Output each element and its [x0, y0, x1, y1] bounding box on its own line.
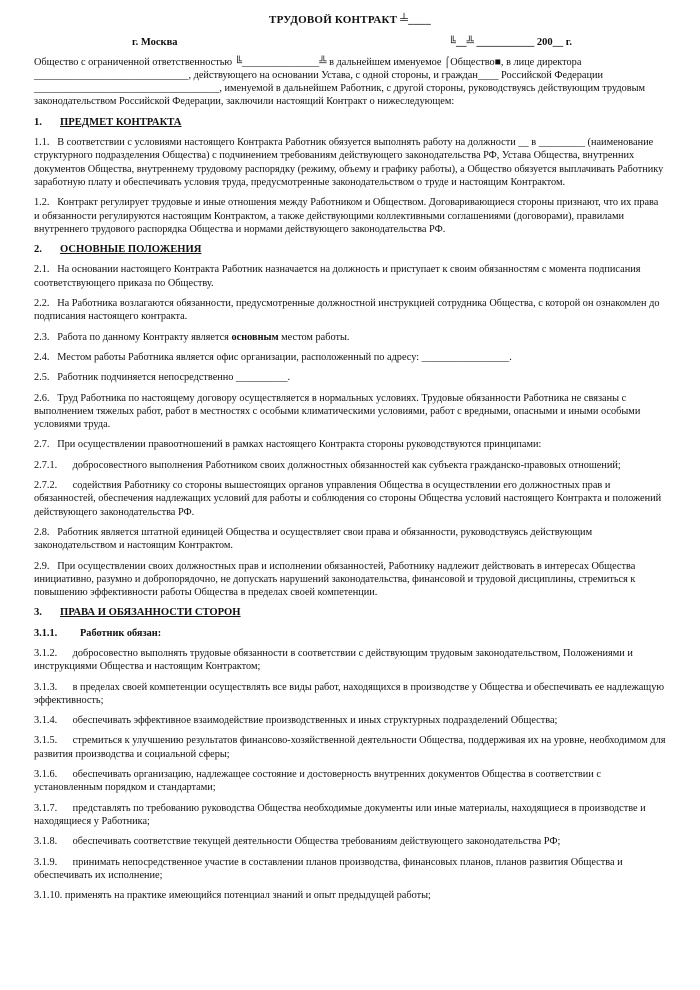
clause-text: содействия Работнику со стороны вышестоящих органов управления Общества в осуществлении его должностных прав и обязанностей, обеспечения надлежащих условий для работы и соблюдения со стороны Общества условий настоящего Контракта и положений действующего законодательства РФ.: [34, 480, 662, 518]
clause-number: 3.1.9.: [34, 856, 58, 868]
section-heading: [34, 243, 666, 256]
clause: [34, 856, 666, 883]
section-title: ПРЕДМЕТ КОНТРАКТА: [60, 116, 182, 128]
clause-text: На основании настоящего Контракта Работник назначается на должность и приступает к своим обязанностям с момента подписания соответствующего приказа по Обществу.: [34, 264, 641, 289]
clause-text: Контракт регулирует трудовые и иные отношения между Работником и Обществом. Договаривающиеся стороны признают, что их права и обязанности регулируются настоящим Контрактом, а также действующими коллективными соглашениями (договорами), правилами внутреннего трудового распорядка Общества и нормами действующего законодательства РФ.: [34, 197, 659, 235]
clause-gap: [57, 769, 72, 780]
clause-number: 2.6.: [34, 392, 50, 404]
clause-number: 2.9.: [34, 560, 50, 572]
clause-number: 3.1.3.: [34, 681, 58, 693]
section-heading: [34, 116, 666, 129]
clause-gap: [57, 682, 72, 693]
clause: [34, 459, 666, 472]
clause: [34, 681, 666, 708]
clause-number: 3.1.1.: [34, 627, 58, 639]
clause-gap: [57, 648, 72, 659]
clause-number: 3.1.6.: [34, 769, 58, 781]
clause-number: 3.1.8.: [34, 836, 58, 848]
clause: [34, 331, 666, 344]
clause: [34, 263, 666, 290]
clause-text: обеспечивать соответствие текущей деятельности Общества требованиям действующего законодательства РФ;: [72, 836, 561, 848]
clause-gap: [57, 735, 72, 746]
clause: [34, 526, 666, 553]
clause-number: 2.1.: [34, 264, 50, 276]
clause: [34, 479, 666, 519]
section-number: 1.: [34, 116, 42, 128]
clause: [34, 371, 666, 384]
city-date-line: [34, 36, 666, 49]
clause-gap: [57, 460, 72, 471]
clause-number: 1.2.: [34, 197, 50, 209]
subsection-heading: [34, 627, 666, 640]
clause: [34, 734, 666, 761]
clause-number: 1.1.: [34, 137, 50, 149]
clause: [34, 297, 666, 324]
clause-text: обеспечивать организацию, надлежащее состояние и достоверность внутренних документов Общества в соответствии с установленным порядком и стандартами;: [34, 769, 601, 794]
clause-text: При осуществлении своих должностных прав и исполнении обязанностей, Работнику надлежит действовать в интересах Общества инициативно, разумно и добропорядочно, не допускать нарушений законодательства, финансовой и трудовой дисциплины, стремиться к повышению эффективности работы Общества в пределах своей компетенции.: [34, 560, 636, 599]
section-heading: [34, 606, 666, 619]
clause-number: 2.8.: [34, 526, 50, 538]
clause-text: На Работника возлагаются обязанности, предусмотренные должностной инструкцией сотрудника Общества, с которой он ознакомлен до подписания настоящего контракта.: [34, 298, 660, 323]
clause-text: Работа по данному Контракту является: [57, 331, 232, 343]
section-title: ОСНОВНЫЕ ПОЛОЖЕНИЯ: [60, 244, 202, 256]
preamble: Общество с ограниченной ответственностью ╚_______________╩ в дальнейшем именуемое ⌠Общество■, в лице директора ______________________________, действующего на основании Устава, с одной стороны, и граждан____ Российской Федерации ____________________________________, именуемой в дальнейшем Работник, с другой стороны, руководствуясь действующим трудовым законодательством Российской Федерации, заключили настоящий Контракт о нижеследующем:: [34, 56, 646, 108]
clause-number: 3.1.5.: [34, 735, 58, 747]
clause-number: 2.5.: [34, 372, 50, 384]
subsection-text: Работник обязан:: [80, 627, 162, 639]
contract-body: [34, 116, 666, 903]
clause: [34, 560, 666, 600]
clause-text: Работник является штатной единицей Общества и осуществляет свои права и обязанности, руководствуясь действующим законодательством и настоящим Контрактом.: [34, 526, 593, 552]
clause-text: При осуществлении правоотношений в рамках настоящего Контракта стороны руководствуются принципами:: [57, 439, 542, 451]
section-number: 2.: [34, 244, 42, 256]
clause: [34, 351, 666, 364]
clause-gap: [57, 857, 72, 868]
clause-text: представлять по требованию руководства Общества необходимые документы или иные материалы, находящиеся в производстве и находящиеся у Работника;: [34, 802, 646, 827]
clause: [34, 196, 666, 236]
clause-text: обеспечивать эффективное взаимодействие производственных и иных структурных подразделений Общества;: [72, 715, 558, 727]
clause-text: в пределах своей компетенции осуществлять все виды работ, находящихся в производстве у Общества и обеспечивать ее надлежащую эффективность;: [34, 681, 665, 706]
clause-emphasis: основным: [231, 331, 279, 343]
contract-date: ╚__╩ ___________ 200__ г.: [448, 37, 572, 49]
clause-text: В соответствии с условиями настоящего Контракта Работник обязуется выполнять работу на должности __ в _________ (наименование структурного подразделения Общества) с подчинением требованиям действующего законодательства РФ, Устава Общества, внутренних документов Общества, внутреннему трудовому распорядку (режиму, объему и графику работы), а Общество обязуется выплачивать Работнику заработную плату и обеспечивать условия труда, предусмотренные законодательством о труде и настоящим Контрактом.: [34, 137, 664, 188]
clause-text: местом работы.: [278, 331, 350, 343]
city: г. Москва: [132, 37, 178, 49]
clause-gap: [57, 803, 72, 814]
clause-number: 3.1.4.: [34, 715, 58, 727]
clause-number: 3.1.7.: [34, 802, 58, 814]
clause-text: Труд Работника по настоящему договору осуществляется в нормальных условиях. Трудовые обязанности Работника не связаны с выполнением тяжелых работ, работ в местностях с особыми климатическими условиями, работ с вредными, опасными и иными особыми условиями труда.: [34, 392, 641, 431]
clause-number: 2.3.: [34, 331, 50, 343]
clause: [34, 392, 666, 432]
clause: [34, 802, 666, 829]
clause-gap: [57, 715, 72, 726]
clause: [34, 647, 666, 674]
clause: [34, 835, 666, 848]
clause: [34, 768, 666, 795]
clause-text: добросовестного выполнения Работником своих должностных обязанностей как субъекта гражданско-правовых отношений;: [72, 459, 621, 471]
clause-number: 2.7.2.: [34, 480, 58, 492]
clause-number: 3.1.2.: [34, 647, 58, 659]
clause: [34, 714, 666, 727]
clause-gap: [57, 480, 72, 491]
clause-text: стремиться к улучшению результатов финансово-хозяйственной деятельности Общества, поддерживая их на уровне, необходимом для развития производства и социальной сферы;: [34, 735, 666, 760]
contract-title: ТРУДОВОЙ КОНТРАКТ ╧____: [269, 14, 431, 26]
clause-number: 2.7.1.: [34, 459, 58, 471]
clause-text: Работник подчиняется непосредственно __________.: [57, 372, 291, 384]
clause-number: 2.7.: [34, 439, 50, 451]
clause: [34, 438, 666, 451]
clause-number: 2.2.: [34, 298, 50, 310]
section-number: 3.: [34, 607, 42, 619]
clause: [34, 136, 666, 189]
clause-number: 3.1.10.: [34, 890, 63, 902]
clause-text: Местом работы Работника является офис организации, расположенный по адресу: _________________.: [57, 351, 512, 363]
section-title: ПРАВА И ОБЯЗАННОСТИ СТОРОН: [60, 607, 241, 619]
clause-text: принимать непосредственное участие в составлении планов производства, финансовых планов, планов развития Общества и обеспечивать их исполнение;: [34, 856, 623, 881]
clause: [34, 889, 666, 902]
clause-text: добросовестно выполнять трудовые обязанности в соответствии с действующим трудовым законодательством, Положениями и инструкциями Общества и настоящим Контрактом;: [34, 647, 633, 673]
clause-gap: [57, 836, 72, 847]
clause-text: применять на практике имеющийся потенциал знаний и опыт предыдущей работы;: [64, 890, 431, 902]
clause-number: 2.4.: [34, 351, 50, 363]
